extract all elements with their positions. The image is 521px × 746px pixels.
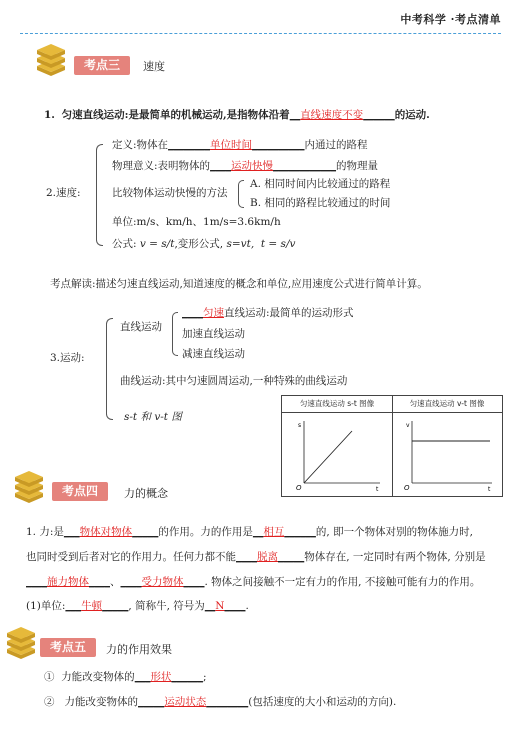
header-title: 中考科学 ·考点清单 <box>400 13 501 26</box>
speed-brace <box>96 144 103 246</box>
st-y-label: s <box>298 422 302 429</box>
book-stack-icon <box>12 471 46 507</box>
speed-label: 2.速度: <box>46 187 81 199</box>
uniform-motion: ____匀速直线运动:最简单的运动形式 <box>182 307 354 319</box>
method-b: B. 相同的路程比较通过的时间 <box>250 197 391 209</box>
vt-origin: O <box>404 484 410 492</box>
section-badge: 考点四 <box>52 482 108 501</box>
straight-motion: 直线运动 <box>120 321 162 333</box>
graphs-label: s-t 和 v-t 图 <box>124 411 182 423</box>
q1-blank: 直线速度不变 <box>300 109 364 121</box>
section-title: 速度 <box>143 60 165 73</box>
q1-line: 1. 匀速直线运动:是最简单的机械运动,是指物体沿着__直线速度不变______的运动. <box>44 109 430 121</box>
speed-compare: 比较物体运动快慢的方法 <box>112 187 228 199</box>
st-line <box>304 431 352 483</box>
section-badge: 考点三 <box>74 56 130 75</box>
accelerated-motion: 加速直线运动 <box>182 328 245 340</box>
st-graph-title: 匀速直线运动 s-t 图像 <box>299 399 375 408</box>
force-line-1: 1. 力:是___物体对物体_____的作用。力的作用是__相互______的, 即一个物体对别的物体施力时, <box>26 526 473 538</box>
section-title: 力的概念 <box>124 487 168 500</box>
st-graph <box>282 413 392 495</box>
st-origin: O <box>296 484 302 492</box>
key-interpretation: 考点解读:描述匀速直线运动,知道速度的概念和单位,应用速度公式进行简单计算。 <box>50 278 428 290</box>
vt-graph-title: 匀速直线运动 v-t 图像 <box>409 399 485 408</box>
compare-brace <box>238 180 244 208</box>
straight-brace <box>172 312 178 356</box>
speed-meaning: 物理意义:表明物体的____运动快慢____________的物理量 <box>112 160 379 172</box>
header-divider <box>20 33 501 34</box>
graph-table <box>281 395 503 497</box>
speed-unit: 单位:m/s、km/h、1m/s=3.6km/h <box>112 216 281 228</box>
curved-motion: 曲线运动:其中匀速圆周运动,一种特殊的曲线运动 <box>120 375 348 387</box>
section-badge: 考点五 <box>40 638 96 657</box>
motion-brace <box>106 318 113 420</box>
vt-y-label: v <box>406 422 410 429</box>
speed-definition: 定义:物体在________单位时间__________内通过的路程 <box>112 139 368 151</box>
book-stack-icon <box>34 44 68 80</box>
method-a: A. 相同时间内比较通过的路程 <box>250 178 391 190</box>
vt-graph <box>392 413 502 495</box>
force-line-3: ____施力物体____、____受力物体____. 物体之间接触不一定有力的作用, 不接触可能有力的作用。 <box>26 576 481 588</box>
section-title: 力的作用效果 <box>106 643 172 656</box>
speed-formula: 公式: v = s/t,变形公式, s=vt, t = s/v <box>112 238 296 250</box>
book-stack-icon <box>4 627 38 663</box>
effect-2: ② 力能改变物体的_____运动状态________(包括速度的大小和运动的方向). <box>44 696 397 708</box>
vt-x-label: t <box>488 486 491 493</box>
effect-1: ① 力能改变物体的___形状______; <box>44 671 207 683</box>
force-unit: (1)单位:___牛顿_____, 简称牛, 符号为__N____. <box>26 600 249 612</box>
motion-label: 3.运动: <box>50 352 85 364</box>
decelerated-motion: 减速直线运动 <box>182 348 245 360</box>
st-x-label: t <box>376 486 379 493</box>
force-line-2: 也同时受到后者对它的作用力。任何力都不能____脱离_____物体存在, 一定同时有两个物体, 分别是 <box>26 551 486 563</box>
